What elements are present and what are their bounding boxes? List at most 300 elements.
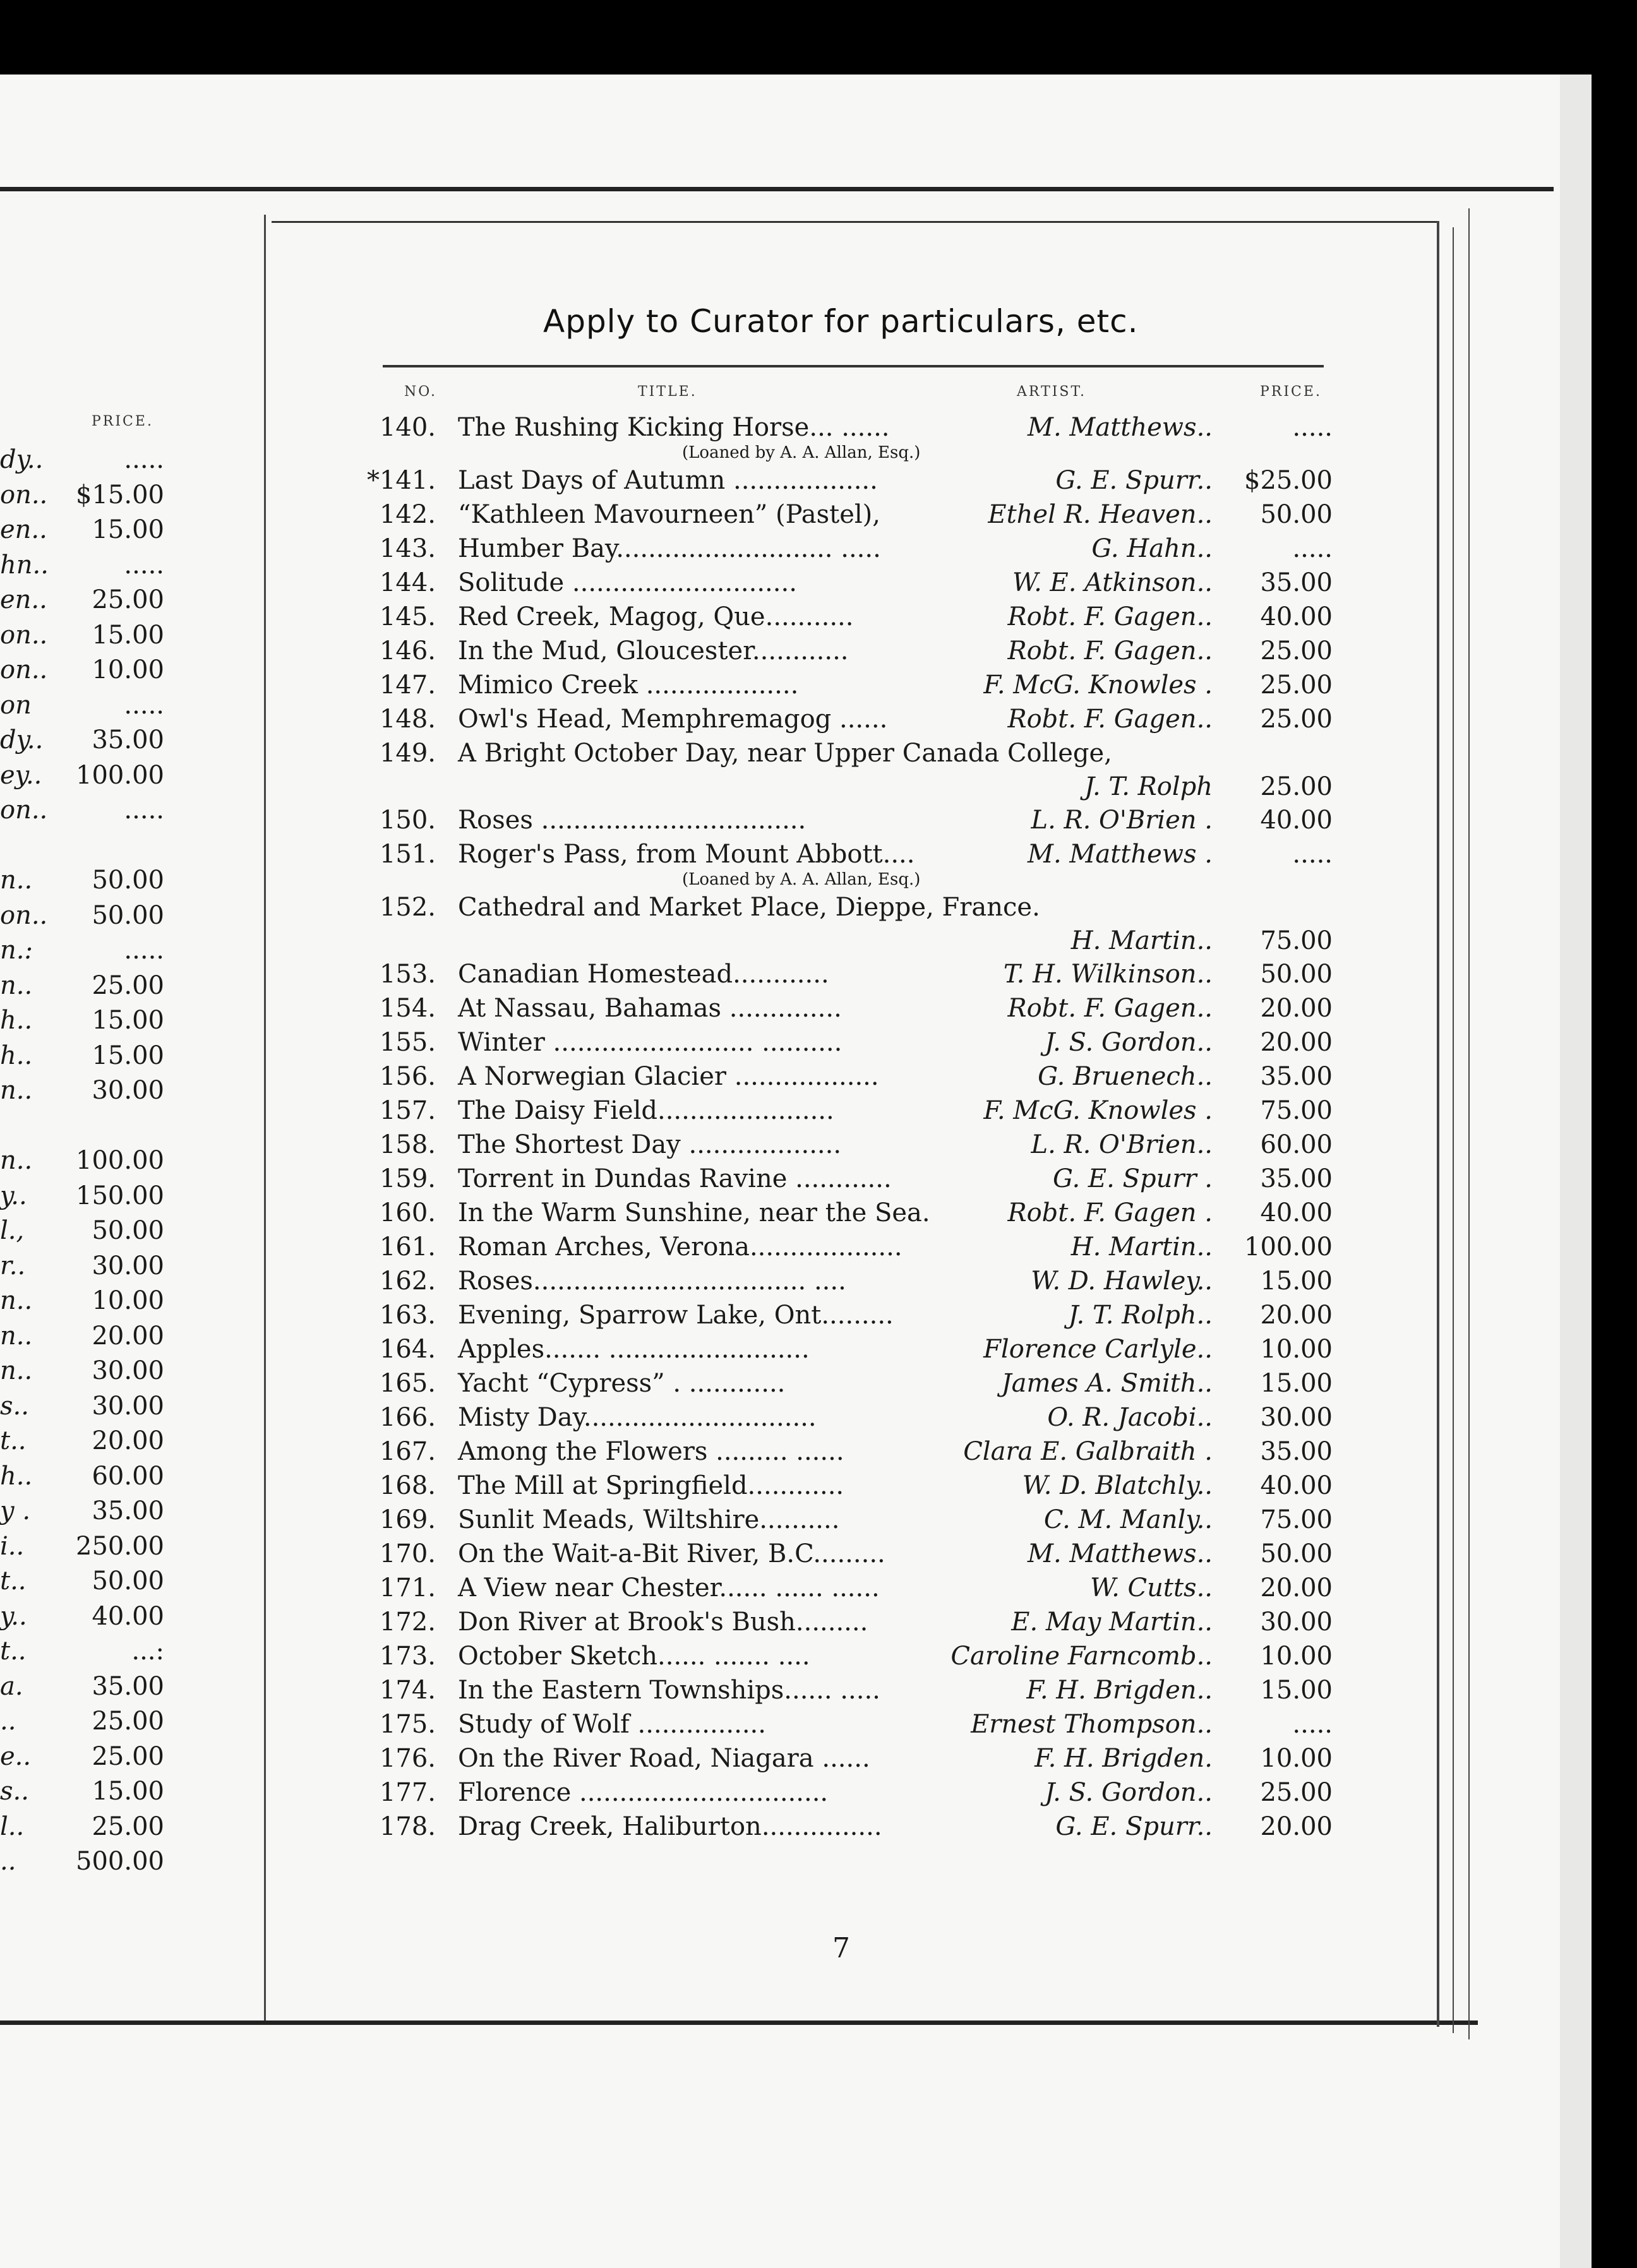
- entry-price: 60.00: [1260, 1130, 1333, 1159]
- left-row-fragment: h..: [0, 1461, 33, 1491]
- loan-note: (Loaned by A. A. Allan, Esq.): [682, 870, 921, 889]
- entry-title: On the Wait-a-Bit River, B.C.........: [458, 1539, 885, 1568]
- left-row-fragment: h..: [0, 1006, 33, 1035]
- entry-title: Evening, Sparrow Lake, Ont.........: [458, 1301, 894, 1330]
- left-row: [0, 480, 164, 515]
- entry-artist: O. R. Jacobi..: [1047, 1403, 1213, 1432]
- left-row-fragment: a.: [0, 1671, 23, 1701]
- left-row-price: 250.00: [76, 1531, 164, 1561]
- entry-number: 146.: [379, 636, 436, 665]
- left-row-price: 50.00: [92, 1567, 164, 1596]
- left-row: [0, 621, 164, 655]
- catalogue-entry: [366, 1741, 1333, 1776]
- entry-title: Drag Creek, Haliburton...............: [458, 1812, 882, 1841]
- entry-price: 40.00: [1260, 1198, 1333, 1227]
- entry-title: “Kathleen Mavourneen” (Pastel),: [458, 500, 880, 529]
- left-price-header: PRICE.: [92, 414, 153, 429]
- entry-price: 25.00: [1260, 1778, 1333, 1807]
- left-row-fragment: t..: [0, 1426, 27, 1455]
- catalogue-list: [366, 410, 1333, 1844]
- entry-artist: G. E. Spurr..: [1055, 466, 1213, 495]
- column-header-artist: ARTIST.: [1017, 384, 1086, 400]
- entry-artist: Ernest Thompson..: [971, 1710, 1213, 1739]
- entry-number: 158.: [379, 1130, 436, 1159]
- heading-rule: [383, 365, 1324, 367]
- entry-title: Florence ...............................: [458, 1778, 829, 1807]
- left-row: [0, 1286, 164, 1320]
- left-row-fragment: t..: [0, 1567, 27, 1596]
- entry-number: 162.: [379, 1267, 436, 1296]
- entry-number: 153.: [379, 960, 436, 989]
- entry-artist: Ethel R. Heaven..: [988, 500, 1213, 529]
- entry-title: Study of Wolf ................: [458, 1710, 766, 1739]
- entry-number: 166.: [379, 1403, 436, 1432]
- left-row: [0, 1847, 164, 1881]
- left-row: [0, 515, 164, 549]
- left-row-price: $15.00: [76, 480, 164, 510]
- entry-number: 159.: [379, 1164, 436, 1193]
- left-row-price: .....: [124, 796, 164, 825]
- entry-number: 171.: [379, 1573, 436, 1603]
- entry-title: Yacht “Cypress” . ............: [458, 1369, 786, 1398]
- page-number: 7: [832, 1932, 850, 1964]
- column-header-no: NO.: [404, 384, 437, 400]
- catalogue-entry: [366, 532, 1333, 566]
- left-row: [0, 1812, 164, 1846]
- entry-price: 20.00: [1260, 1028, 1333, 1057]
- entry-artist: F. McG. Knowles .: [983, 671, 1213, 700]
- catalogue-entry: [366, 566, 1333, 600]
- entry-title: Sunlit Meads, Wiltshire..........: [458, 1505, 840, 1534]
- left-row-price: 15.00: [92, 1006, 164, 1035]
- left-row: [0, 1496, 164, 1531]
- left-row-fragment: n..: [0, 1146, 33, 1175]
- left-row-price: 10.00: [92, 655, 164, 684]
- entry-artist: G. Hahn..: [1091, 534, 1213, 563]
- catalogue-entry: [366, 1400, 1333, 1435]
- entry-price: 50.00: [1260, 1539, 1333, 1568]
- entry-title: Misty Day.............................: [458, 1403, 817, 1432]
- catalogue-entry: [366, 668, 1333, 702]
- left-row: [0, 796, 164, 830]
- entry-title: The Rushing Kicking Horse... ......: [458, 413, 890, 442]
- entry-number: 154.: [379, 994, 436, 1023]
- entry-title: Mimico Creek ...................: [458, 671, 799, 700]
- curator-heading: Apply to Curator for particulars, etc.: [543, 303, 1139, 340]
- column-header-price: PRICE.: [1260, 384, 1322, 400]
- entry-title: Apples....... .........................: [458, 1335, 810, 1364]
- entry-price: 35.00: [1260, 1164, 1333, 1193]
- left-row-fragment: i..: [0, 1531, 25, 1561]
- left-row: [0, 691, 164, 725]
- left-row-fragment: y .: [0, 1496, 31, 1525]
- entry-artist: Robt. F. Gagen..: [1007, 705, 1213, 734]
- left-row-price: .....: [124, 936, 164, 965]
- entry-number: 145.: [379, 602, 436, 631]
- entry-artist: H. Martin..: [1070, 1232, 1213, 1262]
- left-row-fragment: en..: [0, 515, 47, 544]
- left-row: [0, 1707, 164, 1741]
- left-row: [0, 831, 164, 865]
- entry-price: 35.00: [1260, 1062, 1333, 1091]
- left-row-price: 35.00: [92, 725, 164, 755]
- catalogue-entry: [366, 1196, 1333, 1230]
- entry-price: 25.00: [1260, 636, 1333, 665]
- entry-price: 10.00: [1260, 1744, 1333, 1773]
- left-row: [0, 1006, 164, 1040]
- left-row: [0, 1742, 164, 1776]
- left-row: [0, 761, 164, 795]
- left-row-fragment: y..: [0, 1181, 27, 1210]
- entry-number: 177.: [379, 1778, 436, 1807]
- entry-artist: Robt. F. Gagen..: [1007, 636, 1213, 665]
- catalogue-entry: [366, 463, 1333, 498]
- entry-artist: Robt. F. Gagen..: [1007, 602, 1213, 631]
- page-edge: [1560, 75, 1592, 2268]
- entry-number: 152.: [379, 893, 436, 922]
- entry-artist: C. M. Manly..: [1043, 1505, 1213, 1534]
- catalogue-entry: [366, 410, 1333, 445]
- left-row-fragment: dy..: [0, 725, 44, 755]
- entry-price: $25.00: [1244, 466, 1333, 495]
- entry-number: 148.: [379, 705, 436, 734]
- left-row: [0, 1181, 164, 1215]
- catalogue-entry: [366, 1776, 1333, 1810]
- entry-price: 30.00: [1260, 1403, 1333, 1432]
- left-row-fragment: n..: [0, 1356, 33, 1385]
- frame-right-line-outer: [1468, 208, 1470, 2039]
- left-row-fragment: en..: [0, 585, 47, 614]
- left-row-fragment: n..: [0, 1076, 33, 1105]
- catalogue-entry: [366, 1639, 1333, 1673]
- left-row-price: 15.00: [92, 1777, 164, 1806]
- left-row: [0, 1602, 164, 1636]
- loan-note: (Loaned by A. A. Allan, Esq.): [682, 443, 921, 462]
- left-row-price: 30.00: [92, 1356, 164, 1385]
- entry-artist: G. E. Spurr .: [1052, 1164, 1213, 1193]
- entry-title: Canadian Homestead............: [458, 960, 829, 989]
- entry-price: .....: [1292, 1710, 1333, 1739]
- left-row-price: 15.00: [92, 515, 164, 544]
- entry-price: 15.00: [1260, 1676, 1333, 1705]
- catalogue-entry: [366, 890, 1333, 924]
- entry-number: 144.: [379, 568, 436, 597]
- entry-price: 30.00: [1260, 1608, 1333, 1637]
- entry-price: 100.00: [1244, 1232, 1333, 1262]
- left-row-price: 20.00: [92, 1426, 164, 1455]
- catalogue-entry: [366, 1435, 1333, 1469]
- entry-title: Humber Bay........................... .....: [458, 534, 881, 563]
- left-row-fragment: on: [0, 690, 32, 720]
- left-row-fragment: on..: [0, 796, 48, 825]
- left-row-price: 30.00: [92, 1251, 164, 1280]
- catalogue-entry: [366, 1230, 1333, 1264]
- catalogue-entry: [366, 1673, 1333, 1707]
- entry-continuation: [366, 924, 1333, 957]
- left-row-price: 20.00: [92, 1321, 164, 1351]
- entry-title: On the River Road, Niagara ......: [458, 1744, 870, 1773]
- left-row: [0, 1426, 164, 1460]
- entry-price: 25.00: [1260, 772, 1333, 801]
- entry-price: 75.00: [1260, 1505, 1333, 1534]
- entry-artist: G. E. Spurr..: [1055, 1812, 1213, 1841]
- entry-number: 172.: [379, 1608, 436, 1637]
- entry-artist: G. Bruenech..: [1038, 1062, 1213, 1091]
- catalogue-entry: [366, 1503, 1333, 1537]
- entry-title: Roses.................................. ....: [458, 1267, 846, 1296]
- left-row-price: 50.00: [92, 866, 164, 895]
- left-row-price: .....: [124, 445, 164, 474]
- left-row: [0, 1567, 164, 1601]
- entry-title: A Bright October Day, near Upper Canada College,: [458, 739, 1112, 768]
- entry-number: 157.: [379, 1096, 436, 1125]
- catalogue-entry: [366, 1605, 1333, 1639]
- left-row-price: 25.00: [92, 585, 164, 614]
- left-row-fragment: t..: [0, 1637, 27, 1666]
- left-row: [0, 936, 164, 970]
- entry-number: 178.: [379, 1812, 436, 1841]
- entry-artist: J. T. Rolph..: [1068, 1301, 1213, 1330]
- left-row: [0, 1637, 164, 1671]
- catalogue-entry: [366, 1059, 1333, 1094]
- catalogue-entry: [366, 1537, 1333, 1571]
- entry-title: The Mill at Springfield............: [458, 1471, 844, 1500]
- column-divider: [264, 215, 266, 2020]
- entry-price: 25.00: [1260, 671, 1333, 700]
- left-row-price: 30.00: [92, 1076, 164, 1105]
- left-row-fragment: on..: [0, 900, 48, 930]
- left-row-fragment: dy..: [0, 445, 44, 474]
- left-row-price: .....: [124, 690, 164, 720]
- entry-artist: Robt. F. Gagen..: [1007, 994, 1213, 1023]
- catalogue-entry: [366, 702, 1333, 736]
- entry-title: Owl's Head, Memphremagog ......: [458, 705, 888, 734]
- top-border-rule: [0, 187, 1554, 191]
- entry-price: 20.00: [1260, 1301, 1333, 1330]
- left-row-price: 15.00: [92, 620, 164, 650]
- left-row-price: .....: [124, 550, 164, 580]
- left-row-fragment: ..: [0, 1707, 16, 1736]
- entry-price: 35.00: [1260, 568, 1333, 597]
- left-row-price: 25.00: [92, 970, 164, 1000]
- left-row-price: 35.00: [92, 1496, 164, 1525]
- entry-artist: W. D. Hawley..: [1031, 1267, 1213, 1296]
- catalogue-entry: [366, 1025, 1333, 1059]
- left-row: [0, 1216, 164, 1250]
- catalogue-entry: [366, 803, 1333, 837]
- entry-title: In the Eastern Townships...... .....: [458, 1676, 880, 1705]
- left-row: [0, 1041, 164, 1075]
- entry-price: 10.00: [1260, 1642, 1333, 1671]
- entry-title: Cathedral and Market Place, Dieppe, France.: [458, 893, 1040, 922]
- left-row: [0, 1532, 164, 1566]
- entry-number: 173.: [379, 1642, 436, 1671]
- left-row-fragment: h..: [0, 1041, 33, 1070]
- left-row-fragment: on..: [0, 620, 48, 650]
- entry-title: Among the Flowers ......... ......: [458, 1437, 844, 1466]
- left-row: [0, 1462, 164, 1496]
- entry-number: 164.: [379, 1335, 436, 1364]
- left-row-price: ...:: [131, 1637, 164, 1666]
- entry-price: 40.00: [1260, 806, 1333, 835]
- entry-number: 155.: [379, 1028, 436, 1057]
- left-row: [0, 1251, 164, 1286]
- entry-price: 75.00: [1260, 1096, 1333, 1125]
- entry-price: .....: [1292, 413, 1333, 442]
- entry-price: 50.00: [1260, 960, 1333, 989]
- catalogue-entry: [366, 736, 1333, 770]
- bottom-border-rule: [0, 2020, 1478, 2025]
- frame-top-line: [272, 221, 1437, 223]
- catalogue-entry: [366, 1298, 1333, 1332]
- entry-title: A Norwegian Glacier ..................: [458, 1062, 879, 1091]
- left-row: [0, 1356, 164, 1390]
- entry-title: October Sketch...... ....... ....: [458, 1642, 810, 1671]
- entry-number: 143.: [379, 534, 436, 563]
- catalogue-entry: [366, 1264, 1333, 1298]
- entry-title: Roman Arches, Verona...................: [458, 1232, 902, 1262]
- catalogue-entry: [366, 1366, 1333, 1400]
- entry-title: The Daisy Field......................: [458, 1096, 834, 1125]
- entry-number: 142.: [379, 500, 436, 529]
- entry-number: 161.: [379, 1232, 436, 1262]
- left-row-price: 40.00: [92, 1601, 164, 1631]
- left-row: [0, 901, 164, 935]
- entry-number: 175.: [379, 1710, 436, 1739]
- catalogue-entry: [366, 957, 1333, 991]
- left-row-price: 25.00: [92, 1811, 164, 1841]
- entry-price: 20.00: [1260, 1573, 1333, 1603]
- entry-artist: J. T. Rolph: [1084, 772, 1213, 801]
- entry-artist: W. Cutts..: [1089, 1573, 1213, 1603]
- left-row: [0, 1146, 164, 1180]
- left-row: [0, 1392, 164, 1426]
- entry-price: 35.00: [1260, 1437, 1333, 1466]
- entry-artist: M. Matthews..: [1028, 1539, 1213, 1568]
- left-row-fragment: l..: [0, 1811, 25, 1841]
- entry-number: 170.: [379, 1539, 436, 1568]
- left-row-price: 100.00: [76, 1146, 164, 1175]
- left-row: [0, 866, 164, 900]
- catalogue-entry: [366, 1469, 1333, 1503]
- entry-number: 151.: [379, 840, 436, 869]
- entry-artist: L. R. O'Brien..: [1031, 1130, 1213, 1159]
- entry-title: A View near Chester...... ...... ......: [458, 1573, 880, 1603]
- entry-artist: W. D. Blatchly..: [1022, 1471, 1213, 1500]
- catalogue-entry: [366, 1571, 1333, 1605]
- left-row-fragment: l.,: [0, 1216, 25, 1245]
- entry-number: 174.: [379, 1676, 436, 1705]
- left-row: [0, 725, 164, 760]
- entry-artist: W. E. Atkinson..: [1012, 568, 1213, 597]
- entry-number: 156.: [379, 1062, 436, 1091]
- entry-number: 147.: [379, 671, 436, 700]
- left-row-fragment: hn..: [0, 550, 49, 580]
- entry-price: 40.00: [1260, 1471, 1333, 1500]
- entry-artist: Robt. F. Gagen .: [1007, 1198, 1213, 1227]
- catalogue-entry: [366, 1128, 1333, 1162]
- left-row-fragment: on..: [0, 655, 48, 684]
- left-row-price: 150.00: [76, 1181, 164, 1210]
- entry-number: 167.: [379, 1437, 436, 1466]
- left-row: [0, 445, 164, 479]
- left-row: [0, 1322, 164, 1356]
- entry-number: 176.: [379, 1744, 436, 1773]
- entry-title: Torrent in Dundas Ravine ............: [458, 1164, 892, 1193]
- left-row-fragment: on..: [0, 480, 48, 510]
- entry-price: 50.00: [1260, 500, 1333, 529]
- left-row-fragment: ..: [0, 1847, 16, 1876]
- entry-artist: F. H. Brigden.: [1034, 1744, 1213, 1773]
- catalogue-entry: [366, 1707, 1333, 1741]
- entry-number: 165.: [379, 1369, 436, 1398]
- entry-artist: H. Martin..: [1070, 926, 1213, 955]
- left-row-fragment: s..: [0, 1777, 29, 1806]
- left-row-fragment: n..: [0, 1321, 33, 1351]
- entry-artist: J. S. Gordon..: [1045, 1028, 1213, 1057]
- entry-artist: Caroline Farncomb..: [950, 1642, 1213, 1671]
- left-row-fragment: e..: [0, 1741, 32, 1771]
- entry-title: Roger's Pass, from Mount Abbott....: [458, 840, 915, 869]
- left-row-fragment: n..: [0, 1286, 33, 1315]
- left-row: [0, 655, 164, 689]
- entry-number: 140.: [379, 413, 436, 442]
- left-row-price: 35.00: [92, 1671, 164, 1701]
- entry-number: *141.: [366, 466, 436, 495]
- entry-title: Solitude ............................: [458, 568, 797, 597]
- left-row: [0, 1076, 164, 1110]
- left-row: [0, 1111, 164, 1145]
- entry-price: 15.00: [1260, 1369, 1333, 1398]
- catalogue-entry: [366, 634, 1333, 668]
- entry-artist: Florence Carlyle..: [983, 1335, 1213, 1364]
- left-row: [0, 1672, 164, 1706]
- entry-number: 149.: [379, 739, 436, 768]
- catalogue-entry: [366, 1810, 1333, 1844]
- entry-price: 20.00: [1260, 994, 1333, 1023]
- left-row-fragment: n..: [0, 866, 33, 895]
- left-row-price: 50.00: [92, 900, 164, 930]
- left-row-price: 50.00: [92, 1216, 164, 1245]
- left-row-price: 30.00: [92, 1391, 164, 1421]
- left-row: [0, 585, 164, 619]
- catalogue-entry: [366, 991, 1333, 1025]
- entry-title: Winter ......................... ..........: [458, 1028, 842, 1057]
- left-row: [0, 971, 164, 1005]
- entry-artist: James A. Smith..: [1001, 1369, 1213, 1398]
- entry-price: 75.00: [1260, 926, 1333, 955]
- entry-artist: F. McG. Knowles .: [983, 1096, 1213, 1125]
- left-row-price: 15.00: [92, 1041, 164, 1070]
- entry-title: The Shortest Day ...................: [458, 1130, 842, 1159]
- catalogue-entry: [366, 600, 1333, 634]
- entry-continuation: [366, 770, 1333, 803]
- left-row-fragment: r..: [0, 1251, 26, 1280]
- entry-artist: J. S. Gordon..: [1045, 1778, 1213, 1807]
- entry-title: In the Mud, Gloucester............: [458, 636, 849, 665]
- entry-price: 20.00: [1260, 1812, 1333, 1841]
- left-row: [0, 1777, 164, 1811]
- entry-number: 160.: [379, 1198, 436, 1227]
- entry-artist: E. May Martin..: [1011, 1608, 1213, 1637]
- entry-price: 40.00: [1260, 602, 1333, 631]
- left-row-fragment: y..: [0, 1601, 27, 1631]
- entry-price: .....: [1292, 534, 1333, 563]
- catalogue-entry: [366, 1332, 1333, 1366]
- left-row-fragment: s..: [0, 1391, 29, 1421]
- catalogue-entry: [366, 1162, 1333, 1196]
- entry-number: 168.: [379, 1471, 436, 1500]
